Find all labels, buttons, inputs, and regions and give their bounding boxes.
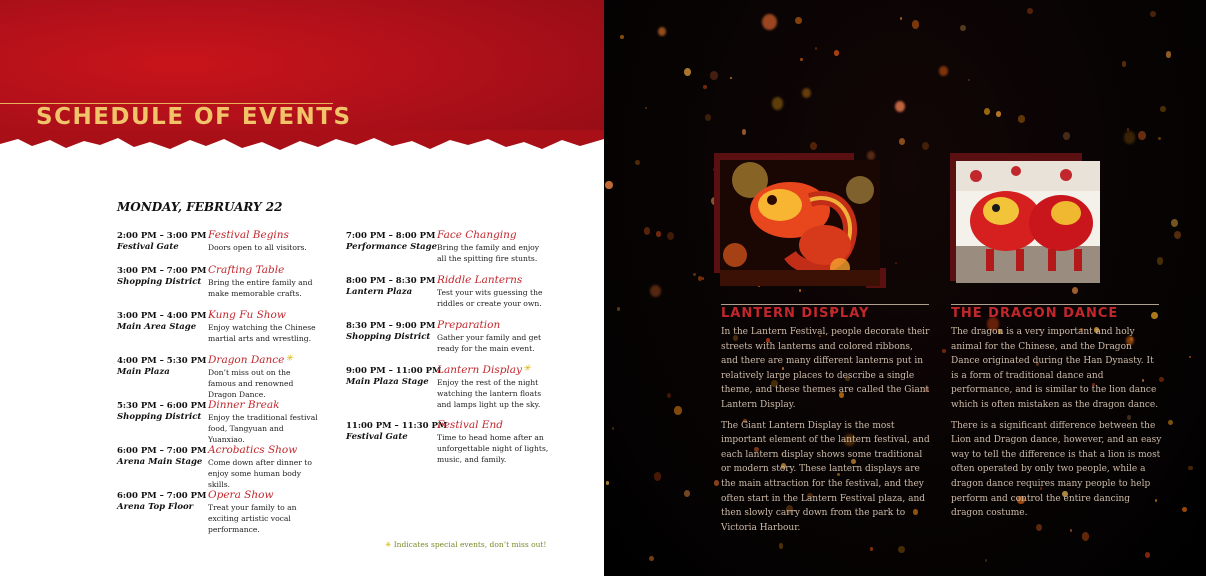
event-description: Gather your family and get ready for the main event.	[437, 333, 542, 353]
floating-lantern	[645, 107, 647, 110]
floating-lantern	[802, 88, 812, 99]
event-time: 6:00 PM – 7:00 PM	[117, 491, 207, 501]
floating-lantern	[900, 17, 903, 20]
event-description: Come down after dinner to enjoy some human body skills.	[208, 458, 312, 489]
floating-lantern	[1127, 128, 1130, 131]
floating-lantern	[703, 85, 706, 89]
event-name: Lantern Display✳	[437, 364, 531, 376]
event-location: Arena Main Stage	[117, 457, 203, 467]
floating-lantern	[968, 79, 970, 81]
event-name: Acrobatics Show	[208, 444, 298, 456]
schedule-date: MONDAY, FEBRUARY 22	[117, 200, 283, 214]
floating-lantern	[800, 58, 803, 61]
floating-lantern	[714, 480, 719, 486]
event-time: 8:30 PM – 9:00 PM	[346, 321, 436, 331]
event-location: Lantern Plaza	[346, 287, 413, 297]
event-location: Shopping District	[117, 277, 202, 287]
floating-lantern	[710, 71, 718, 80]
floating-lantern	[922, 142, 929, 150]
floating-lantern	[1072, 287, 1079, 294]
floating-lantern	[898, 546, 904, 553]
floating-lantern	[667, 393, 671, 397]
event-description: Don’t miss out on the famous and renowned Dragon Dance.	[208, 368, 294, 399]
floating-lantern	[1160, 106, 1166, 113]
floating-lantern	[667, 232, 674, 240]
photo-frame-accent	[950, 153, 1082, 161]
floating-lantern	[617, 307, 620, 310]
event-name: Dragon Dance✳	[208, 354, 293, 366]
floating-lantern	[620, 35, 624, 39]
event-location: Main Plaza Stage	[346, 377, 429, 387]
floating-lantern	[656, 231, 662, 237]
heading-rule	[951, 304, 1159, 305]
body-paragraph: The Giant Lantern Display is the most important element of the lantern festival, and each lantern display shows some traditional or modern story. These lantern displays are the main attraction for the festival, and they often start in the Lantern Festival plaza, and then slowly carry down from the park to Victoria Harbour.	[721, 420, 930, 533]
floating-lantern	[795, 17, 801, 24]
floating-lantern	[912, 20, 920, 29]
event-time: 3:00 PM – 4:00 PM	[117, 311, 207, 321]
floating-lantern	[650, 285, 661, 297]
floating-lantern	[960, 25, 966, 32]
special-star-icon: ✳	[385, 540, 392, 549]
floating-lantern	[1018, 115, 1025, 122]
event-description: Time to head home after an unforgettable night of lights, music, and family.	[437, 433, 549, 464]
event-time: 6:00 PM – 7:00 PM	[117, 446, 207, 456]
event-time: 9:00 PM – 11:00 PM	[346, 366, 442, 376]
floating-lantern	[942, 349, 945, 353]
event-time: 11:00 PM – 11:30 PM	[346, 421, 448, 431]
floating-lantern	[1145, 552, 1150, 558]
event-description: Doors open to all visitors.	[208, 243, 307, 252]
event-name: Crafting Table	[208, 264, 285, 276]
footnote-text: Indicates special events, don’t miss out!	[393, 540, 547, 549]
floating-lantern	[834, 50, 840, 56]
floating-lantern	[939, 66, 948, 76]
event-time: 5:30 PM – 6:00 PM	[117, 401, 207, 411]
body-paragraph: There is a significant difference between the Lion and Dragon dance, however, and an easy way to tell the difference is that a lion is most often operated by only two people, while a dragon dance requires many people to help perform and control the entire dancing dragon costume.	[951, 420, 1162, 519]
floating-lantern	[1157, 257, 1164, 264]
floating-lantern	[654, 472, 662, 481]
lantern-display-body	[721, 325, 931, 541]
floating-lantern	[1158, 137, 1161, 140]
dragon-dance-heading: THE DRAGON DANCE	[951, 306, 1119, 321]
floating-lantern	[899, 138, 906, 145]
floating-lantern	[742, 129, 747, 134]
floating-lantern	[762, 14, 777, 30]
floating-lantern	[612, 427, 615, 430]
page-title: SCHEDULE OF EVENTS	[36, 104, 352, 130]
event-description: Treat your family to an exciting artistic vocal performance.	[208, 503, 297, 534]
floating-lantern	[1063, 132, 1070, 140]
event-time: 4:00 PM – 5:30 PM	[117, 356, 207, 366]
floating-lantern	[698, 276, 703, 281]
floating-lantern	[1027, 8, 1033, 15]
floating-lantern	[867, 151, 875, 160]
event-description: Enjoy the traditional festival food, Tangyuan and Yuanxiao.	[208, 413, 318, 444]
event-location: Shopping District	[346, 332, 431, 342]
floating-lantern	[644, 227, 651, 234]
event-time: 2:00 PM – 3:00 PM	[117, 231, 207, 241]
lantern-dragon-illustration	[720, 160, 880, 286]
event-location: Festival Gate	[117, 242, 179, 252]
event-description: Test your wits guessing the riddles or create your own.	[437, 288, 543, 308]
body-paragraph: The dragon is a very important and holy animal for the Chinese, and the Dragon Dance originated during the Han Dynasty. It is a form of traditional dance and performance, and is similar to the lion dance which is often mistaken as the dragon dance.	[951, 327, 1159, 410]
floating-lantern	[1138, 131, 1146, 140]
floating-lantern	[1150, 11, 1155, 17]
lantern-display-photo	[720, 160, 880, 286]
floating-lantern	[1171, 219, 1178, 227]
red-header-band	[0, 0, 604, 160]
floating-lantern	[1122, 61, 1127, 66]
event-description: Bring the family and enjoy all the spitting fire stunts.	[437, 243, 540, 263]
event-name: Opera Show	[208, 489, 274, 501]
event-name: Riddle Lanterns	[437, 274, 523, 286]
floating-lantern	[815, 47, 818, 50]
heading-rule	[721, 304, 929, 305]
floating-lantern	[674, 406, 681, 414]
floating-lantern	[658, 27, 666, 36]
floating-lantern	[772, 97, 783, 110]
event-description: Bring the entire family and make memorable crafts.	[208, 278, 313, 298]
event-description: Enjoy the rest of the night watching the lantern floats and lamps light up the sky.	[437, 378, 542, 409]
floating-lantern	[606, 481, 609, 484]
torn-paper-edge	[0, 130, 604, 170]
floating-lantern	[895, 101, 905, 112]
floating-lantern	[996, 111, 1002, 117]
floating-lantern	[1174, 231, 1181, 239]
lantern-display-heading: LANTERN DISPLAY	[721, 306, 870, 321]
feature-page	[604, 0, 1206, 576]
special-events-footnote	[385, 540, 546, 549]
floating-lantern	[1168, 420, 1173, 425]
event-location: Main Plaza	[117, 367, 170, 377]
event-name: Dinner Break	[208, 399, 280, 411]
special-star-icon: ✳	[522, 364, 531, 374]
floating-lantern	[985, 559, 988, 562]
event-location: Festival Gate	[346, 432, 408, 442]
dragon-dance-photo	[956, 161, 1100, 283]
floating-lantern	[895, 262, 897, 264]
floating-lantern	[1189, 356, 1191, 358]
floating-lantern	[1124, 131, 1135, 143]
floating-lantern	[1182, 507, 1187, 512]
floating-lantern	[1166, 51, 1172, 57]
event-location: Performance Stage	[346, 242, 438, 252]
floating-lantern	[1188, 466, 1192, 470]
floating-lantern	[1070, 529, 1073, 532]
dragon-dance-illustration	[956, 161, 1100, 283]
floating-lantern	[635, 160, 640, 165]
floating-lantern	[684, 490, 690, 497]
event-name: Festival Begins	[208, 229, 289, 241]
event-name: Kung Fu Show	[208, 309, 286, 321]
floating-lantern	[730, 77, 733, 80]
body-paragraph: In the Lantern Festival, people decorate their streets with lanterns and colored ribbons, and there are many different lanterns put in relatively large places to describe a single theme, and these themes are called the Giant Lantern Display.	[721, 327, 930, 410]
event-name: Face Changing	[437, 229, 517, 241]
event-time: 7:00 PM – 8:00 PM	[346, 231, 436, 241]
event-location: Main Area Stage	[117, 322, 197, 332]
floating-lantern	[779, 543, 784, 548]
event-name: Festival End	[437, 419, 503, 431]
floating-lantern	[870, 547, 874, 551]
special-star-icon: ✳	[285, 354, 293, 364]
event-time: 8:00 PM – 8:30 PM	[346, 276, 436, 286]
floating-lantern	[1151, 312, 1158, 319]
event-location: Arena Top Floor	[117, 502, 194, 512]
floating-lantern	[799, 289, 802, 292]
floating-lantern	[1082, 532, 1090, 541]
floating-lantern	[693, 273, 696, 277]
event-description: Enjoy watching the Chinese martial arts and wrestling.	[208, 323, 316, 343]
event-location: Shopping District	[117, 412, 202, 422]
floating-lantern	[810, 142, 817, 150]
floating-lantern	[684, 68, 691, 75]
floating-lantern	[984, 108, 991, 115]
dragon-dance-body	[951, 325, 1163, 527]
event-name: Preparation	[437, 319, 501, 331]
floating-lantern	[649, 556, 654, 561]
event-time: 3:00 PM – 7:00 PM	[117, 266, 207, 276]
floating-lantern	[605, 181, 613, 189]
floating-lantern	[705, 114, 711, 121]
